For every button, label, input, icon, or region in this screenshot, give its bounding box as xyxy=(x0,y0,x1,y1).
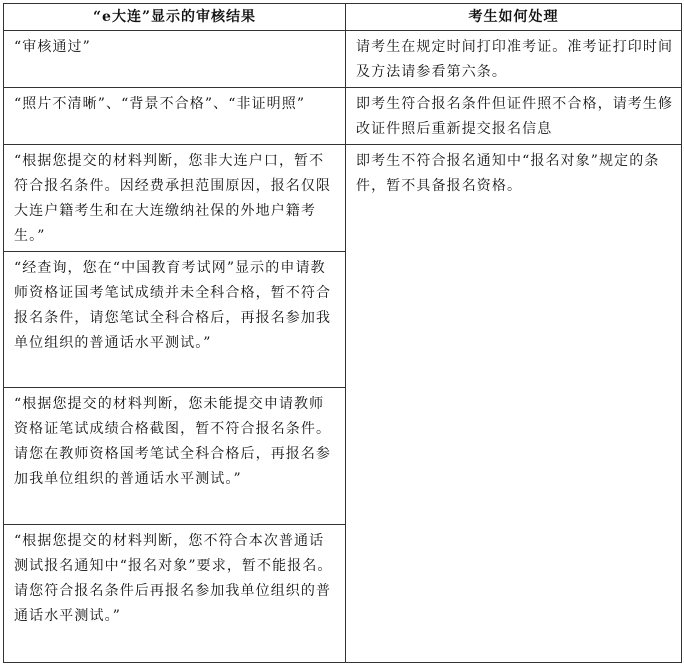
table-header-row xyxy=(4,4,682,31)
table-row xyxy=(4,145,682,252)
result-cell: “根据您提交的材料判断，您未能提交申请教师资格证笔试成绩合格截图，暂不符合报名条件。请您在教师资格国考笔试全科合格后，再报名参加我单位组织的普通话水平测试。” xyxy=(4,387,346,525)
header-how-to-handle: 考生如何处理 xyxy=(346,4,682,31)
result-cell: “根据您提交的材料判断，您非大连户口，暂不符合报名条件。因经费承担范围原因，报名仅限大连户籍考生和在大连缴纳社保的外地户籍考生。” xyxy=(4,145,346,252)
header-review-result: “e大连”显示的审核结果 xyxy=(4,4,346,31)
result-cell: “照片不清晰”、“背景不合格”、“非证明照” xyxy=(4,88,346,145)
result-cell: “根据您提交的材料判断，您不符合本次普通话测试报名通知中“报名对象”要求，暂不能报名。请您符合报名条件后再报名参加我单位组织的普通话水平测试。” xyxy=(4,525,346,663)
result-cell: “经查询，您在“中国教育考试网”显示的申请教师资格证国考笔试成绩并未全科合格，暂不符合报名条件，请您笔试全科合格后，再报名参加我单位组织的普通话水平测试。” xyxy=(4,252,346,388)
review-result-table xyxy=(3,3,682,663)
result-cell: “审核通过” xyxy=(4,31,346,88)
table-row xyxy=(4,31,682,88)
action-cell: 即考生符合报名条件但证件照不合格，请考生修改证件照后重新提交报名信息 xyxy=(346,88,682,145)
shared-action-cell: 即考生不符合报名通知中“报名对象”规定的条件，暂不具备报名资格。 xyxy=(346,145,682,663)
action-cell: 请考生在规定时间打印准考证。准考证打印时间及方法请参看第六条。 xyxy=(346,31,682,88)
table-row xyxy=(4,88,682,145)
